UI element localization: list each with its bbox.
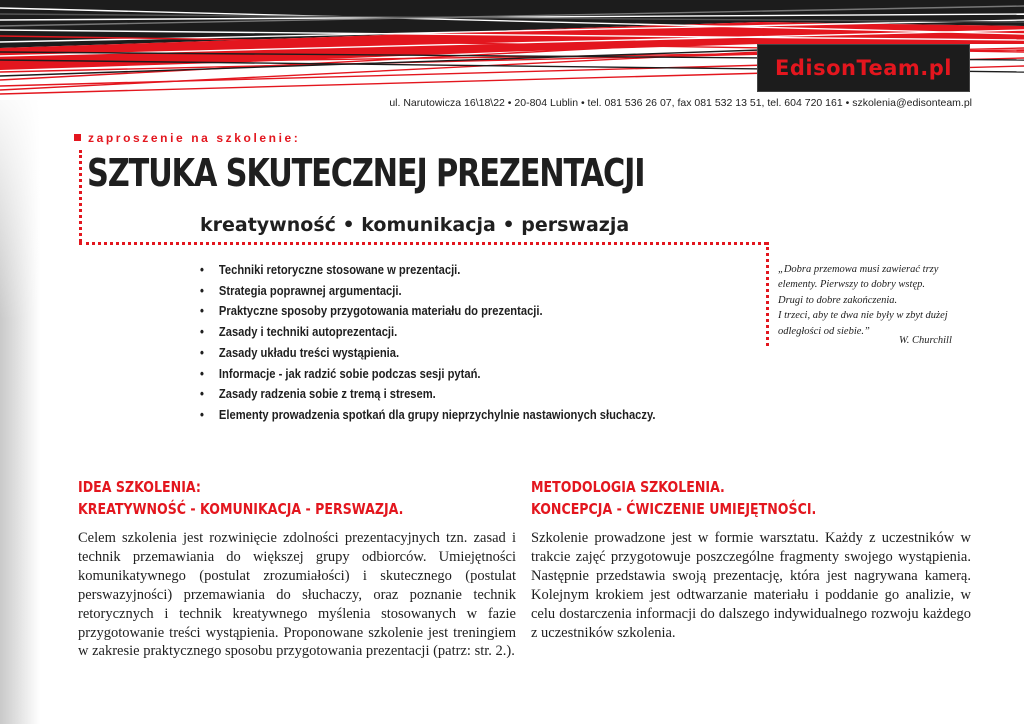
bullet-icon: • xyxy=(200,386,204,402)
dotted-border-bottom xyxy=(79,242,767,245)
quote-line: odległości od siebie.” xyxy=(778,325,870,337)
quote-line: „Dobra przemowa musi zawierać trzy xyxy=(778,264,939,275)
invitation-label xyxy=(74,131,300,145)
dotted-border-left xyxy=(79,150,82,242)
page-title: SZTUKA SKUTECZNEJ PREZENTACJI xyxy=(87,151,645,195)
topic-item: • Zasady radzenia sobie z tremą i stresem. xyxy=(200,384,655,405)
red-square-icon xyxy=(74,134,81,141)
methodology-body: Szkolenie prowadzone jest w formie warsztatu. Każdy z uczestników w trakcie zajęć przygotowuje poszczególne fragmenty swojego wystąpienia. Następnie przedstawia swoją prezentację, która jest nagrywana kamerą. Kolejnym krokiem jest odtwarzanie materiału i poddanie go analizie, w celu dostarczenia informacji do dalszego indywidualnego rozwoju każdego z uczestników szkolenia. xyxy=(531,530,971,641)
methodology-heading-line1: METODOLOGIA SZKOLENIA. xyxy=(531,478,725,496)
contact-address: ul. Narutowicza 16\18\22 • 20-804 Lublin • tel. 081 536 26 07, fax 081 532 13 51, tel. 604 720 161 • szkolenia@edisonteam.pl xyxy=(389,97,972,109)
topic-item: • Zasady układu treści wystąpienia. xyxy=(200,343,655,364)
bullet-icon: • xyxy=(200,365,204,381)
quote-author: W. Churchill xyxy=(899,335,952,346)
idea-section xyxy=(78,476,516,661)
topic-item: • Elementy prowadzenia spotkań dla grupy nieprzychylnie nastawionych słuchaczy. xyxy=(200,405,655,426)
topics-list xyxy=(200,260,730,426)
methodology-section xyxy=(531,476,971,642)
topic-item: • Techniki retoryczne stosowane w prezentacji. xyxy=(200,260,655,281)
bullet-icon: • xyxy=(200,344,204,360)
quote-line: Drugi to dobre zakończenia. xyxy=(778,294,898,306)
topic-item: • Informacje - jak radzić sobie podczas sesji pytań. xyxy=(200,364,655,385)
bullet-icon: • xyxy=(200,282,204,298)
idea-heading-line2: KREATYWNOŚĆ - KOMUNIKACJA - PERSWAZJA. xyxy=(78,500,404,518)
quote-line: I trzeci, aby te dwa nie były w zbyt dużej xyxy=(778,310,948,322)
topic-item: • Zasady i techniki autoprezentacji. xyxy=(200,322,655,343)
logo-text: EdisonTeam.pl xyxy=(775,56,952,80)
topic-item: • Strategia poprawnej argumentacji. xyxy=(200,281,655,302)
churchill-quote xyxy=(778,262,978,339)
invitation-text: zaproszenie na szkolenie: xyxy=(88,131,301,145)
bullet-icon: • xyxy=(200,324,204,340)
quote-line: elementy. Pierwszy to dobry wstęp. xyxy=(778,279,925,291)
methodology-heading-line2: KONCEPCJA - ĆWICZENIE UMIEJĘTNOŚCI. xyxy=(531,500,817,518)
idea-heading-line1: IDEA SZKOLENIA: xyxy=(78,478,201,496)
dotted-border-right xyxy=(766,242,769,346)
edisonteam-logo xyxy=(757,44,970,92)
topic-item: • Praktyczne sposoby przygotowania materiału do prezentacji. xyxy=(200,301,655,322)
bullet-icon: • xyxy=(200,262,204,277)
bullet-icon: • xyxy=(200,303,204,319)
left-gradient-band xyxy=(0,100,40,724)
page-subtitle: kreatywność • komunikacja • perswazja xyxy=(200,214,630,236)
bullet-icon: • xyxy=(200,406,204,422)
idea-body: Celem szkolenia jest rozwinięcie zdolności prezentacyjnych tzn. zasad i technik przemawiania do większej grupy odbiorców. Umiejętności komunikatywnego (postulat zrozumiałości) i skutecznego (postulat perswazyjności) przemawiania do słuchaczy, oraz poznanie technik retorycznych i technik kreatywnego myślenia stosowanych w fazie przygotowanie treści wystąpienia. Proponowane szkolenie jest treningiem w zakresie praktycznego sposobu przygotowania prezentacji (patrz: str. 2.). xyxy=(78,530,516,660)
